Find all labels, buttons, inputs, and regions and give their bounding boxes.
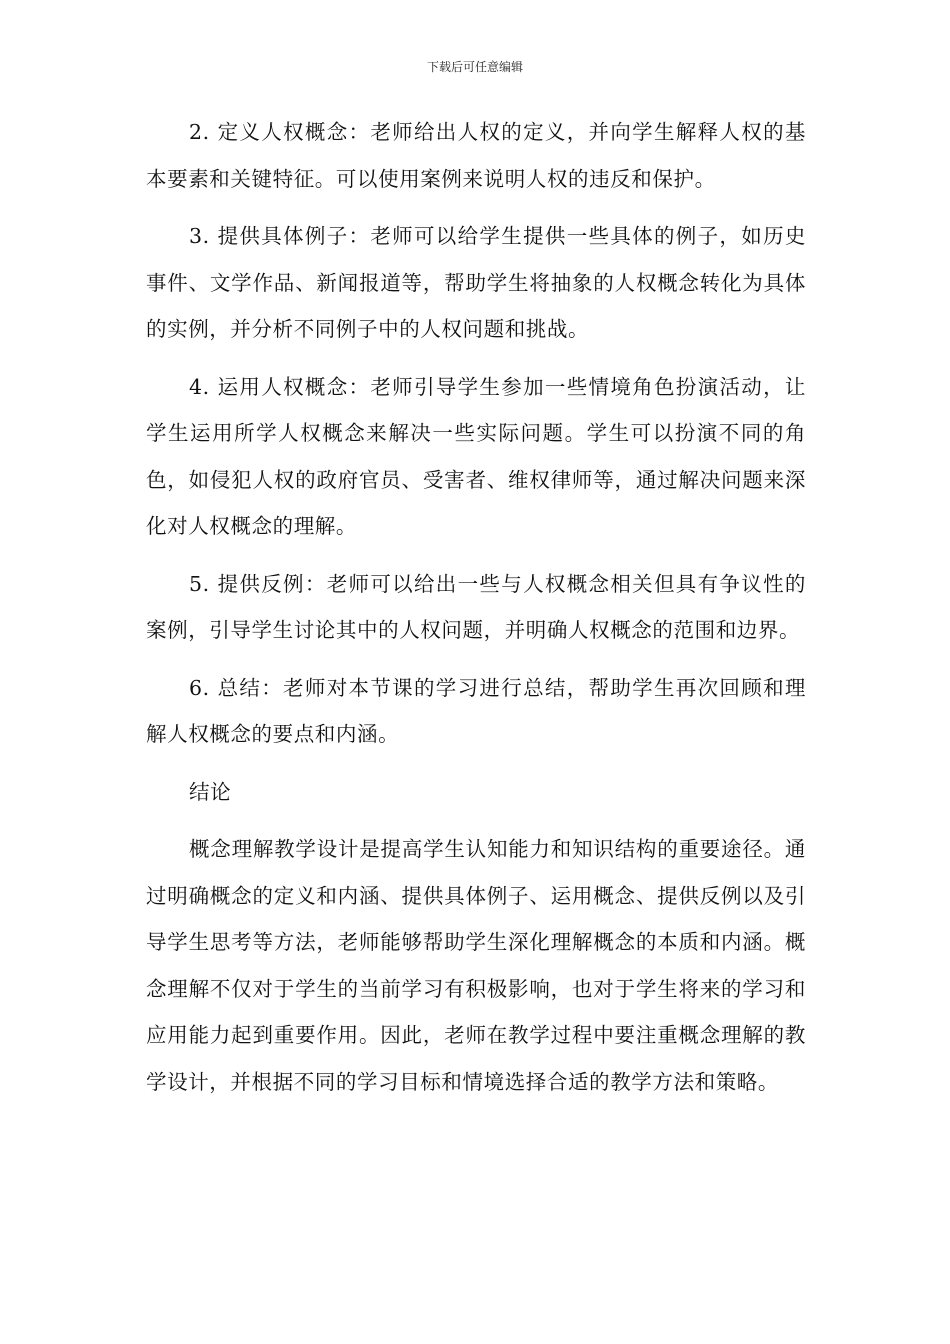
paragraph-step-2: 2. 定义人权概念：老师给出人权的定义，并向学生解释人权的基本要素和关键特征。可以使用案例来说明人权的违反和保护。 [146,120,806,191]
paragraph-step-5: 5. 提供反例：老师可以给出一些与人权概念相关但具有争议性的案例，引导学生讨论其中的人权问题，并明确人权概念的范围和边界。 [146,571,806,642]
conclusion-heading: 结论 [189,779,232,804]
document-body [146,109,806,1116]
paragraph-step-6: 6. 总结：老师对本节课的学习进行总结，帮助学生再次回顾和理解人权概念的要点和内涵。 [146,675,806,746]
paragraph-step-3: 3. 提供具体例子：老师可以给学生提供一些具体的例子，如历史事件、文学作品、新闻报道等，帮助学生将抽象的人权概念转化为具体的实例，并分析不同例子中的人权问题和挑战。 [146,224,806,341]
header-note: 下载后可任意编辑 [426,60,523,74]
paragraph-step-4: 4. 运用人权概念：老师引导学生参加一些情境角色扮演活动，让学生运用所学人权概念来解决一些实际问题。学生可以扮演不同的角色，如侵犯人权的政府官员、受害者、维权律师等，通过解决问题来深化对人权概念的理解。 [146,374,806,538]
conclusion-paragraph: 概念理解教学设计是提高学生认知能力和知识结构的重要途径。通过明确概念的定义和内涵、提供具体例子、运用概念、提供反例以及引导学生思考等方法，老师能够帮助学生深化理解概念的本质和内涵。概念理解不仅对于学生的当前学习有积极影响，也对于学生将来的学习和应用能力起到重要作用。因此，老师在教学过程中要注重概念理解的教学设计，并根据不同的学习目标和情境选择合适的教学方法和策略。 [146,837,806,1094]
